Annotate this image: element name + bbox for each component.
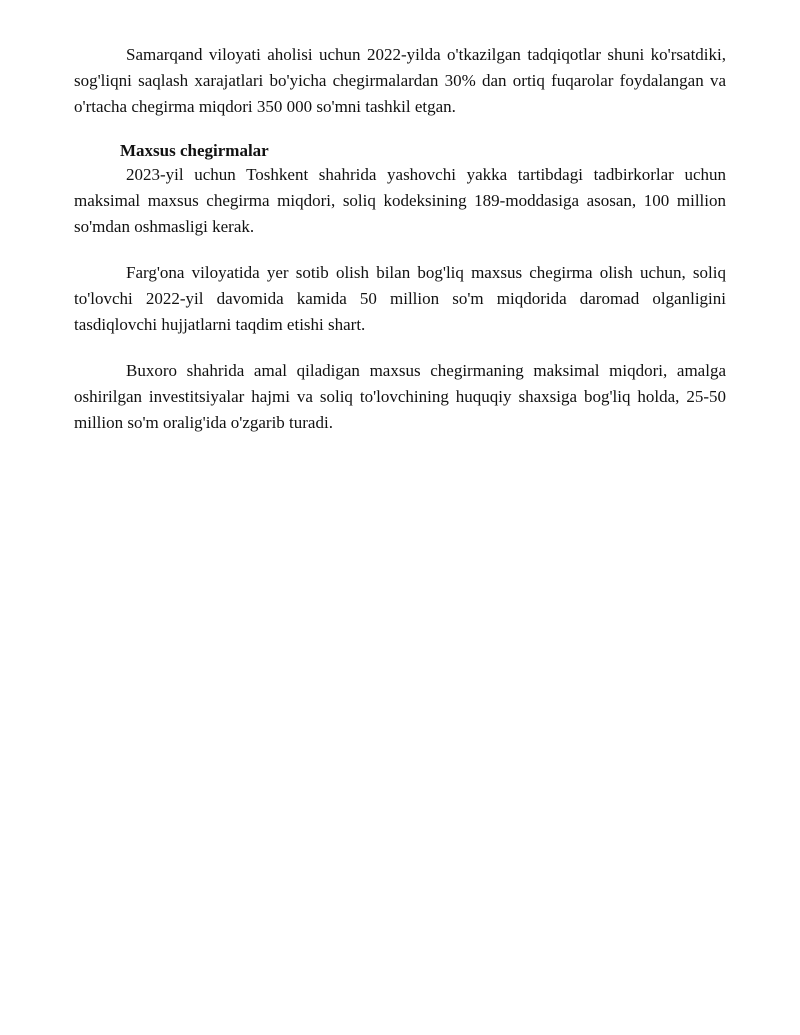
document-page: [74, 42, 726, 436]
section-paragraph-3: Buxoro shahrida amal qiladigan maxsus chegirmaning maksimal miqdori, amalga oshirilgan investitsiyalar hajmi va soliq to'lovchining huquqiy shaxsiga bog'liq holda, 25-50 million so'm oralig'ida o'zgarib turadi.: [74, 361, 726, 432]
section-paragraph-1: 2023-yil uchun Toshkent shahrida yashovchi yakka tartibdagi tadbirkorlar uchun maksimal maxsus chegirma miqdori, soliq kodeksining 189-moddasiga asosan, 100 million so'mdan oshmasligi kerak.: [74, 165, 726, 236]
section-heading: Maxsus chegirmalar: [120, 141, 269, 160]
section-paragraph-2: Farg'ona viloyatida yer sotib olish bilan bog'liq maxsus chegirma olish uchun, soliq to'lovchi 2022-yil davomida kamida 50 million so'm miqdorida daromad olganligini tasdiqlovchi hujjatlarni taqdim etishi shart.: [74, 263, 726, 334]
intro-paragraph: Samarqand viloyati aholisi uchun 2022-yilda o'tkazilgan tadqiqotlar shuni ko'rsatdiki, sog'liqni saqlash xarajatlari bo'yicha chegirmalardan 30% dan ortiq fuqarolar foydalangan va o'rtacha chegirma miqdori 350 000 so'mni tashkil etgan.: [74, 45, 726, 116]
